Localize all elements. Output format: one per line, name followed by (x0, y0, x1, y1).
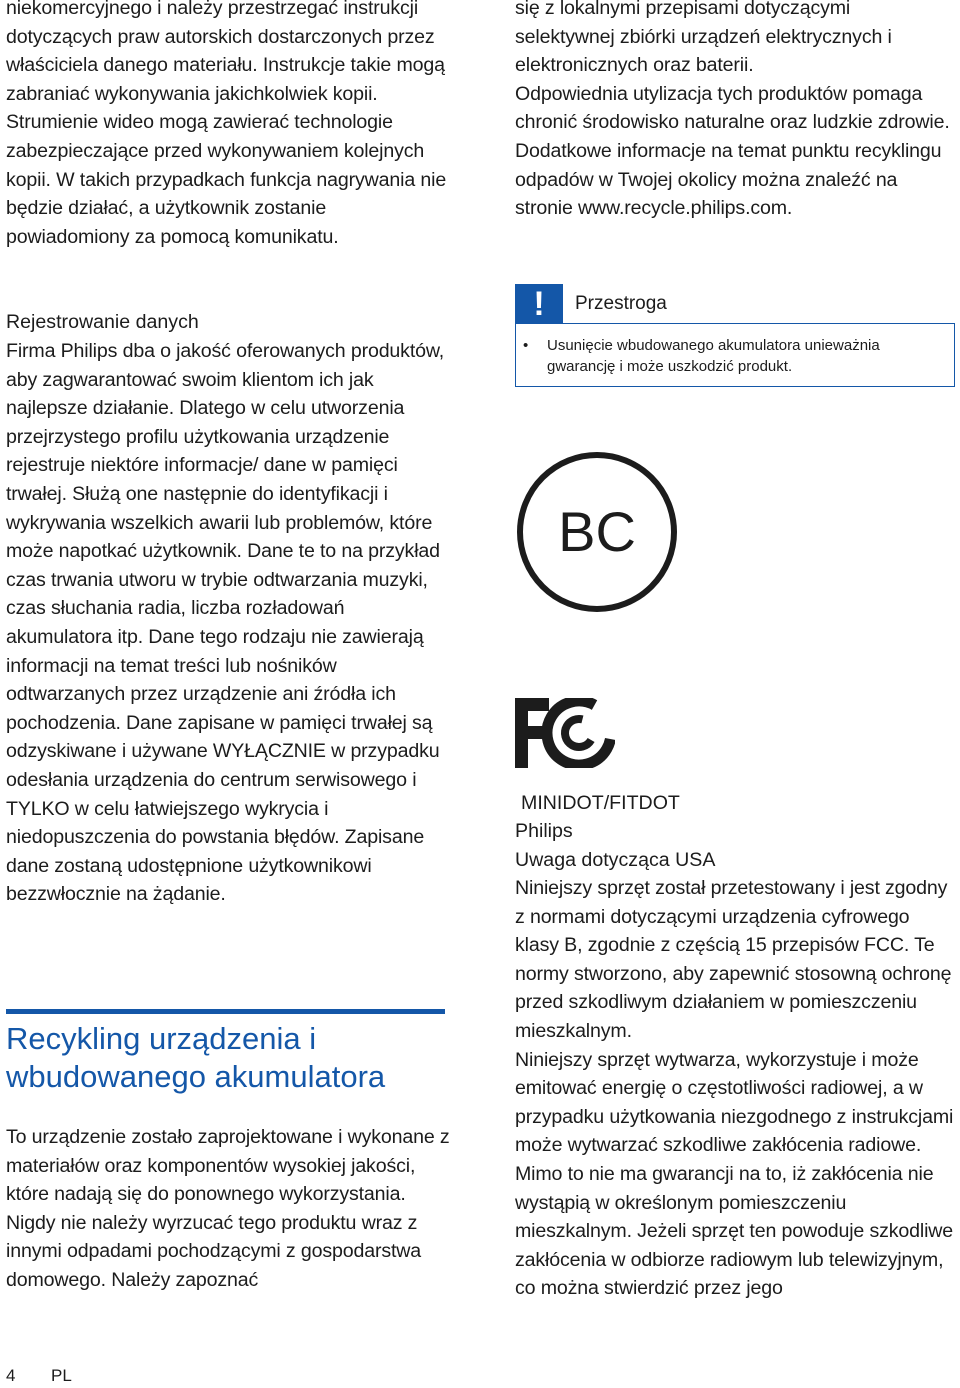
language-code: PL (51, 1366, 72, 1385)
warning-item-text: Usunięcie wbudowanego akumulatora unieważnia gwarancję i może uszkodzić produkt. (547, 337, 880, 375)
bc-logo-text: BC (558, 500, 636, 563)
continued-paragraph-1: się z lokalnymi przepisami dotyczącymi selektywnej zbiórki urządzeń elektrycznych i elektronicznych oraz baterii. (515, 0, 892, 77)
warning-item (523, 335, 933, 377)
fcc-logo (515, 698, 615, 768)
recycling-paragraph-1: To urządzenie zostało zaprojektowane i wykonane z materiałów oraz komponentów wysokiej jakości, które nadają się do ponownego wykorzystania. (6, 1126, 450, 1206)
continued-text (515, 0, 955, 223)
recycling-paragraph-2: Nigdy nie należy wyrzucać tego produktu wraz z innymi odpadami pochodzącymi z gospodarstwa domowego. Należy zapoznać (6, 1211, 422, 1291)
section-divider (6, 1009, 445, 1014)
page-number: 4 (6, 1366, 16, 1385)
brand-name: Philips (515, 820, 573, 842)
recycling-body (6, 1123, 451, 1295)
continued-paragraph-2: Odpowiednia utylizacja tych produktów pomaga chronić środowisko naturalne oraz ludzkie zdrowie. (515, 82, 950, 134)
registration-body (6, 337, 451, 909)
recycling-title: Recykling urządzenia i wbudowanego akumulatora (6, 1021, 386, 1094)
warning-icon: ! (515, 284, 563, 324)
page-footer (6, 1364, 72, 1388)
usa-paragraph-3: Mimo to nie ma gwarancji na to, iż zakłócenia nie wystąpią w określonym pomieszczeniu mieszkalnym. Jeżeli sprzęt ten powoduje szkodliwe zakłócenia w odbiorze radiowym lub telewizyjnym, co można stwierdzić przez jego (515, 1162, 954, 1300)
bullet-icon: • (523, 337, 529, 354)
registration-heading: Rejestrowanie danych (6, 311, 199, 333)
usa-body (515, 874, 955, 1303)
usa-paragraph-2: Niniejszy sprzęt wytwarza, wykorzystuje i może emitować energię o częstotliwości radiowej, a w przypadku użytkowania niezgodnego z instrukcjami może wytwarzać szkodliwe zakłócenia radiowe. (515, 1048, 954, 1157)
usa-heading: Uwaga dotycząca USA (515, 849, 716, 871)
intro-paragraph (6, 0, 451, 251)
bc-logo (515, 450, 679, 614)
intro-text: niekomercyjnego i należy przestrzegać instrukcji dotyczących praw autorskich dostarczonych przez właściciela danego materiału. Instrukcje takie mogą zabraniać wykonywania jakichkolwiek kopii. Strumienie wideo mogą zawierać technologie zabezpieczające przed wykonywaniem kolejnych kopii. W takich przypadkach funkcja nagrywania nie będzie działać, a użytkownik zostanie powiadomiony za pomocą komunikatu. (6, 0, 447, 248)
model-name: MINIDOT/FITDOT (521, 792, 680, 814)
usa-paragraph-1: Niniejszy sprzęt został przetestowany i jest zgodny z normami dotyczącymi urządzenia cyfrowego klasy B, zgodnie z częścią 15 przepisów FCC. Te normy stworzono, aby zapewnić stosowną ochronę przed szkodliwym działaniem w pomieszczeniu mieszkalnym. (515, 877, 952, 1042)
warning-title: Przestroga (575, 293, 667, 314)
continued-paragraph-3: Dodatkowe informacje na temat punktu recyklingu odpadów w Twojej okolicy można znaleźć na stronie www.recycle.philips.com. (515, 139, 942, 220)
registration-paragraph: Firma Philips dba o jakość oferowanych produktów, aby zagwarantować swoim klientom ich jak najlepsze działanie. Dlatego w celu utworzenia przejrzystego profilu użytkowania urządzenie rejestruje niektóre informacje/ dane w pamięci trwałej. Służą one następnie do identyfikacji i wykrywania wszelkich awarii lub problemów, które może napotkać użytkownik. Dane te to na przykład czas trwania utworu w trybie odtwarzania muzyki, czas słuchania radia, liczba rozładowań akumulatora itp. Dane tego rodzaju nie zawierają informacji na temat treści lub nośników odtwarzanych przez urządzenie ani źródła ich pochodzenia. Dane zapisane w pamięci trwałej są odzyskiwane i używane WYŁĄCZNIE w przypadku odesłania urządzenia do centrum serwisowego i TYLKO w celu łatwiejszego wykrycia i niedopuszczenia do powstania błędów. Zapisane dane zostaną udostępnione użytkownikowi bezzwłocznie na żądanie. (6, 340, 445, 906)
